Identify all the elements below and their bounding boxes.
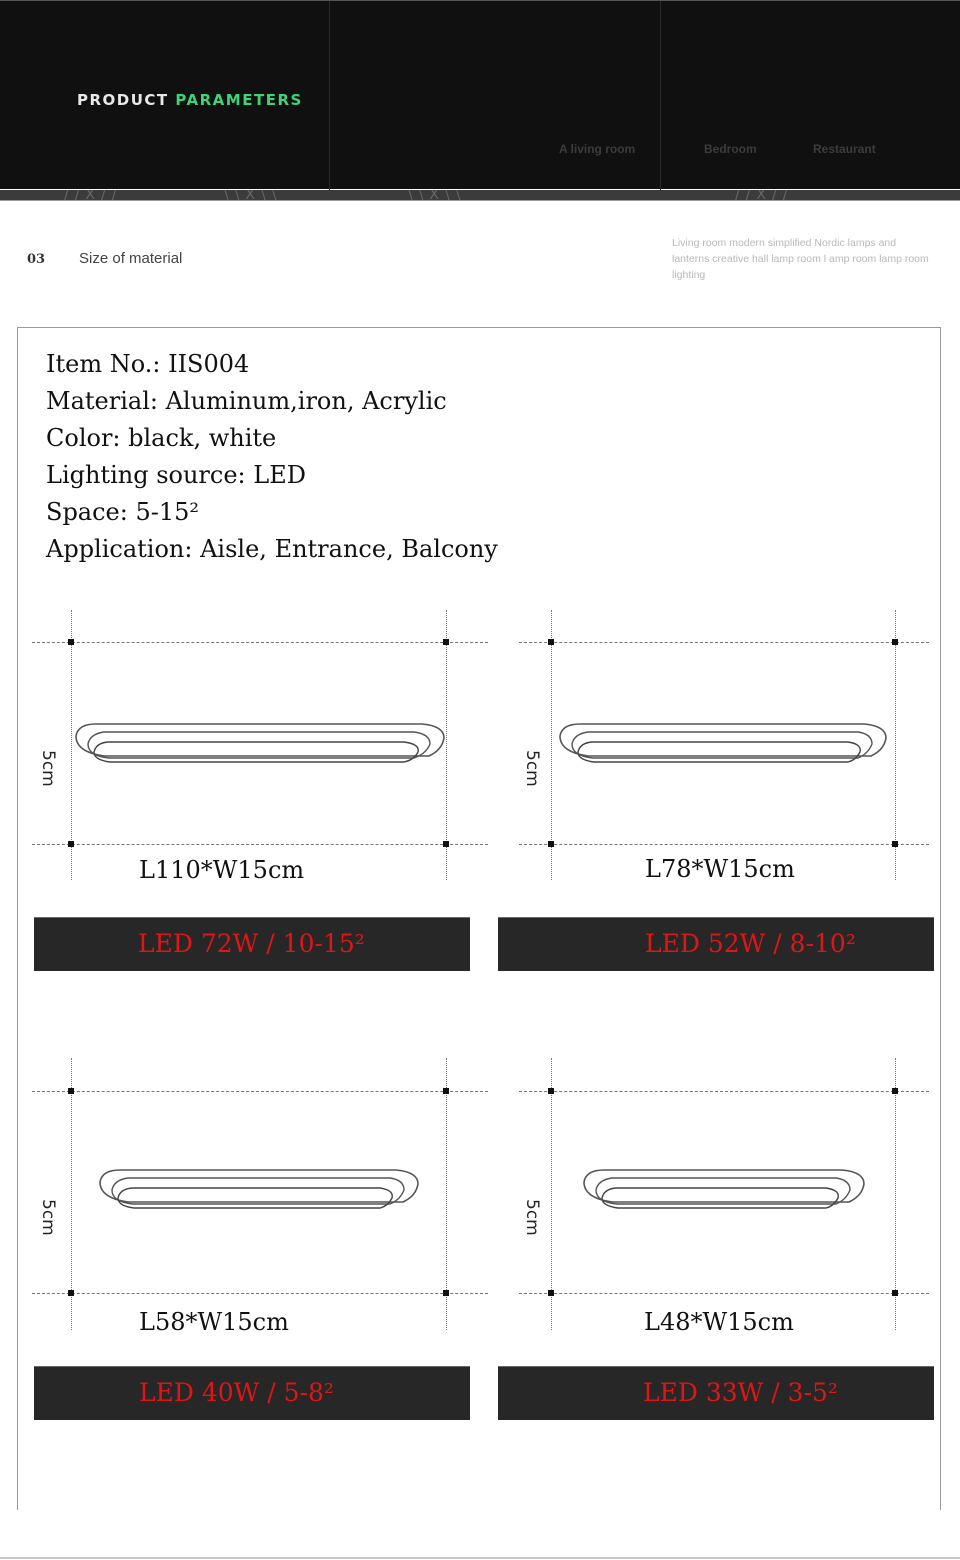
decorative-marks: //X//	[64, 190, 123, 201]
section-number: 03	[27, 252, 46, 267]
lamp-outline-icon	[558, 722, 888, 764]
spec-application: Application: Aisle, Entrance, Balcony	[46, 535, 498, 563]
power-spec-label: LED 52W / 8-10²	[645, 929, 856, 958]
tab-bedroom[interactable]: Bedroom	[704, 142, 757, 156]
height-dimension-label: 5cm	[522, 750, 542, 787]
height-dimension-label: 5cm	[38, 750, 58, 787]
header-banner	[0, 0, 960, 201]
section-title: Size of material	[79, 250, 183, 267]
guide-line	[519, 1091, 929, 1092]
banner-title-white: PRODUCT	[77, 91, 169, 109]
spec-color: Color: black, white	[46, 424, 277, 452]
guide-line	[32, 844, 488, 845]
corner-marker	[443, 841, 449, 847]
power-spec-label: LED 33W / 3-5²	[643, 1378, 838, 1407]
guide-line	[895, 610, 896, 880]
height-dimension-label: 5cm	[522, 1199, 542, 1236]
lamp-outline-icon	[582, 1168, 866, 1210]
banner-divider	[329, 1, 330, 190]
height-dimension-label: 5cm	[38, 1199, 58, 1236]
size-dimension-label: L48*W15cm	[644, 1308, 794, 1336]
decorative-strip	[0, 190, 960, 201]
spec-space: Space: 5-15²	[46, 498, 200, 526]
banner-title-green: PARAMETERS	[175, 91, 303, 109]
guide-line	[446, 610, 447, 880]
spec-item-no: Item No.: IIS004	[46, 350, 250, 378]
banner-divider	[660, 1, 661, 190]
corner-marker	[892, 1088, 898, 1094]
corner-marker	[68, 1290, 74, 1296]
tab-restaurant[interactable]: Restaurant	[813, 142, 876, 156]
size-dimension-label: L78*W15cm	[645, 855, 795, 883]
power-spec-bar	[498, 1366, 934, 1420]
corner-marker	[548, 1088, 554, 1094]
power-spec-label: LED 40W / 5-8²	[139, 1378, 334, 1407]
guide-line	[32, 642, 488, 643]
guide-line	[32, 1293, 488, 1294]
corner-marker	[548, 841, 554, 847]
power-spec-label: LED 72W / 10-15²	[138, 929, 365, 958]
power-spec-bar	[498, 917, 934, 971]
corner-marker	[548, 1290, 554, 1296]
size-dimension-label: L58*W15cm	[139, 1308, 289, 1336]
size-dimension-label: L110*W15cm	[139, 856, 305, 884]
lamp-outline-icon	[74, 722, 446, 764]
decorative-marks: \\X\\	[408, 190, 467, 201]
guide-line	[519, 844, 929, 845]
bottom-divider	[0, 1557, 960, 1559]
guide-line	[71, 610, 72, 880]
guide-line	[519, 642, 929, 643]
corner-marker	[892, 1290, 898, 1296]
power-spec-bar	[34, 1366, 470, 1420]
spec-material: Material: Aluminum,iron, Acrylic	[46, 387, 447, 415]
tab-living-room[interactable]: A living room	[559, 142, 636, 156]
corner-marker	[68, 1088, 74, 1094]
corner-marker	[892, 841, 898, 847]
corner-marker	[892, 639, 898, 645]
corner-marker	[443, 1290, 449, 1296]
decorative-marks: //X//	[735, 190, 794, 201]
corner-marker	[548, 639, 554, 645]
spec-list	[46, 347, 498, 569]
spec-lighting-source: Lighting source: LED	[46, 461, 306, 489]
lamp-outline-icon	[98, 1168, 420, 1210]
power-spec-bar	[34, 917, 470, 971]
guide-line	[519, 1293, 929, 1294]
corner-marker	[68, 841, 74, 847]
corner-marker	[443, 639, 449, 645]
decorative-marks: \\X\\	[224, 190, 283, 201]
banner-title	[77, 91, 303, 109]
guide-line	[551, 610, 552, 880]
corner-marker	[443, 1088, 449, 1094]
corner-marker	[68, 639, 74, 645]
section-description: Living room modern simplified Nordic lamps and lanterns creative hall lamp room l amp room lamp room lighting	[672, 237, 929, 281]
guide-line	[32, 1091, 488, 1092]
